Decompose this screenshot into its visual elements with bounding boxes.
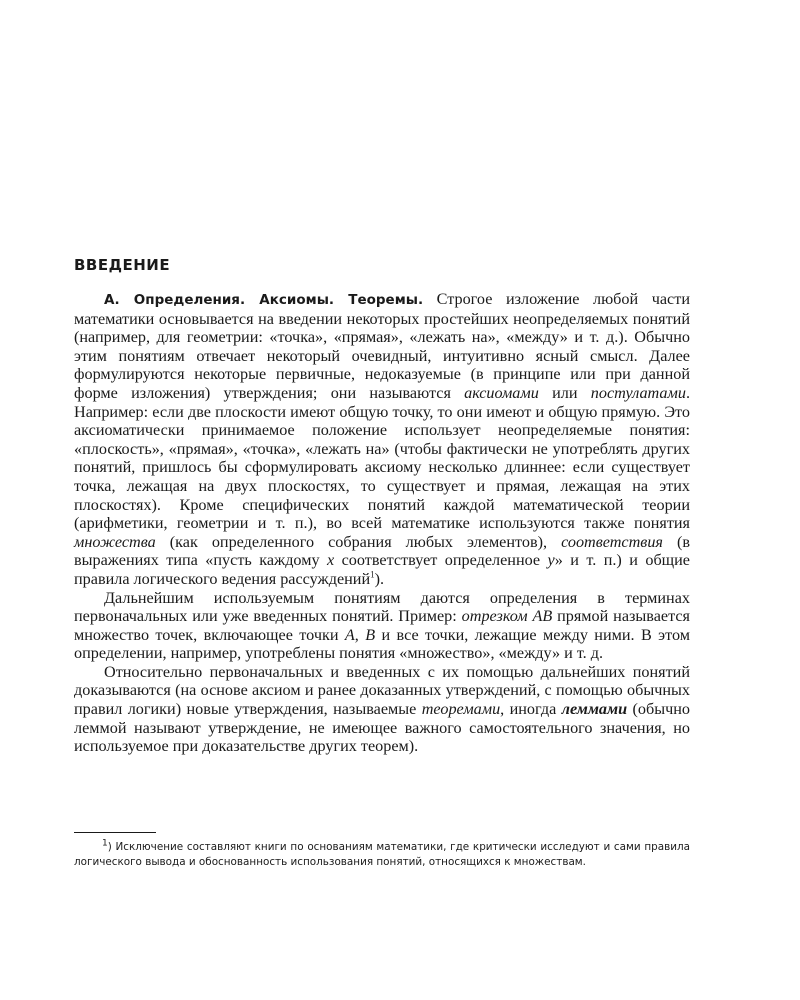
paragraph-definitions xyxy=(74,290,690,589)
text-run: Дальнейшим используемым понятиям даются определения в терминах первоначальных или уже введенных понятий. Пример: xyxy=(74,588,690,626)
section-title: А. Определения. Аксиомы. Теоремы. xyxy=(104,292,424,308)
chapter-heading: ВВЕДЕНИЕ xyxy=(74,256,171,274)
text-run: » и т. п.) и общие правила логического ведения рассуждений xyxy=(74,551,690,588)
footnote xyxy=(74,840,690,870)
footnote-text: ) Исключение составляют книги по основаниям математики, где критически исследуют и сами правила логического вывода и обоснованность использования понятий, относящихся к множествам. xyxy=(74,841,690,868)
text-run: ). xyxy=(374,569,385,588)
term-axioms: аксиомами xyxy=(464,383,539,402)
footnote-divider xyxy=(74,832,156,833)
term-correspondence: соответствия xyxy=(561,532,663,551)
text-run: прямой называется множество точек, включающее точки xyxy=(74,607,690,644)
text-run: (как определенного собрания любых элементов), xyxy=(155,532,562,551)
text-run: соответствует определенное xyxy=(334,551,548,570)
variable-a: A xyxy=(344,625,355,644)
footnote-mark: 1 xyxy=(102,838,108,849)
text-run: . Например: если две плоскости имеют общую точку, то они имеют и общую прямую. Это аксиоматически принимаемое положение использует неопределяемые понятия: «плоскость», «прямая», «точка», «лежать на» (чтобы фактически не употреблять других понятий, пришлось бы сформулировать аксиому несколько длиннее: если существует точка, лежащая на двух плоскостях, то существует и прямая, лежащая на этих плоскостях). Кроме специфических понятий каждой математической теории (арифметики, геометрии и т. п.), во всей математике используются также понятия xyxy=(74,383,690,533)
term-theorems: теоремами xyxy=(421,700,501,719)
text-run: (обычно леммой называют утверждение, не имеющее важного самостоятельного значения, но используемое при доказательстве других теорем). xyxy=(74,700,690,756)
text-run: и все точки, лежащие между ними. В этом определении, например, употреблены понятия «множество», «между» и т. д. xyxy=(74,625,690,663)
term-set: множества xyxy=(74,532,156,551)
footnote-reference: 1 xyxy=(370,569,375,580)
text-run: Строгое изложение любой части математики основывается на введении некоторых простейших неопределяемых понятий (например, для геометрии: «точка», «прямая», «лежать на», «между» и т. д.). Обычно этим понятиям отвечает некоторый очевидный, интуитивно ясный смысл. Далее формулируются некоторые первичные, недоказуемые (в принципе или при данной форме изложения) утверждения; они называются xyxy=(74,290,690,402)
body-text xyxy=(74,290,690,756)
paragraph-derived-concepts xyxy=(74,589,690,663)
text-run: (в выражениях типа «пусть каждому xyxy=(74,532,690,570)
text-run: , иногда xyxy=(500,700,562,719)
text-run: , xyxy=(354,625,366,644)
variable-y: y xyxy=(547,551,555,570)
term-postulates: постулатами xyxy=(590,383,686,402)
term-lemmas: леммами xyxy=(561,700,628,719)
variable-x: x xyxy=(327,551,335,570)
text-run: или xyxy=(538,383,591,402)
term-segment: отрезком AB xyxy=(461,607,553,626)
paragraph-theorems xyxy=(74,663,690,756)
variable-b: B xyxy=(365,625,376,644)
text-run: Относительно первоначальных и введенных с их помощью дальнейших понятий доказываются (на основе аксиом и ранее доказанных утверждений, с помощью обычных правил логики) новые утверждения, называемые xyxy=(74,662,690,719)
